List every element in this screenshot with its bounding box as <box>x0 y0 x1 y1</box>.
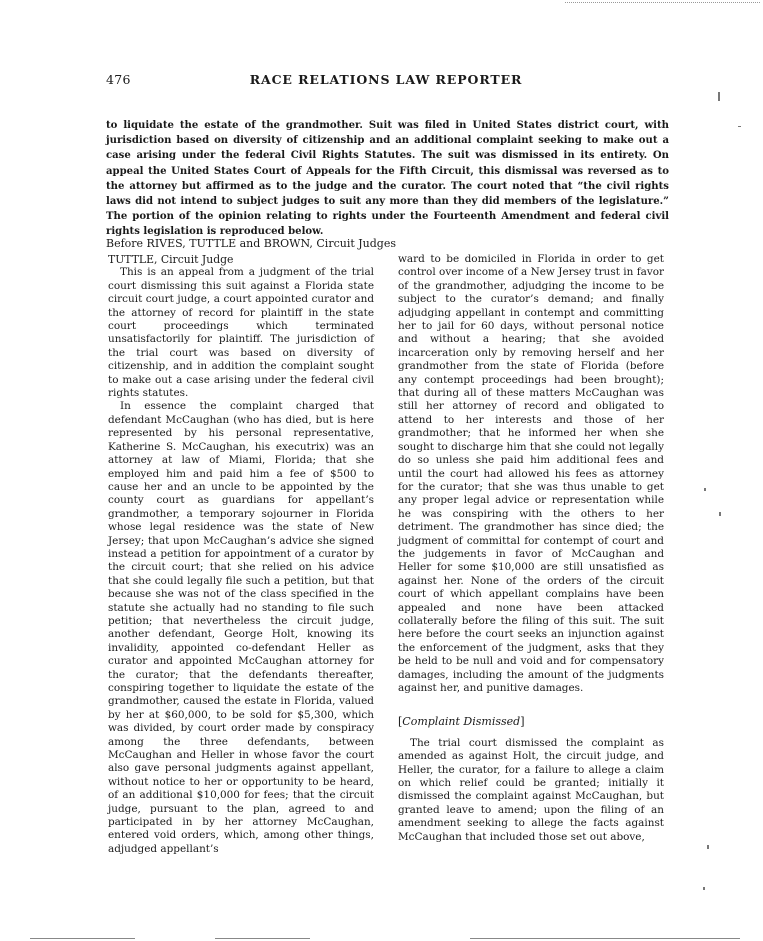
scan-edge-line <box>30 938 135 939</box>
heading-bracket-close: ] <box>520 715 525 729</box>
running-head: RACE RELATIONS LAW REPORTER <box>249 72 523 87</box>
scan-speck <box>718 92 720 101</box>
scan-edge-line <box>565 2 760 3</box>
opinion-paragraph: The trial court dismissed the complaint as amended as against Holt, the circuit judge, and Heller, the curator, for a failure to allege a claim on which relief could be granted; initially it dismissed the complaint against McCaughan, but granted leave to amend; upon the filing of an amendment seeking to allege the facts against McCaughan that included those set out above, <box>398 736 664 843</box>
scan-edge-line <box>470 938 740 939</box>
scan-speck <box>719 512 721 516</box>
opinion-paragraph: In essence the complaint charged that defendant McCaughan (who has died, but is here represented by his personal representative, Katherine S. McCaughan, his executrix) was an attorney at law of Miami, Florida; that she employed him and paid him a fee of $500 to cause her and an uncle to be appointed by the county court as guardians for appellant’s grandmother, a temporary sojourner in Florida whose legal residence was the state of New Jersey; that upon McCaughan’s advice she signed instead a petition for appointment of a curator by the circuit court; that she relied on his advice that she could legally file such a petition, but that because she was not of the class specified in the statute she actually had no standing to file such petition; that nevertheless the circuit judge, another defendant, George Holt, knowing its invalidity, appointed co-defendant Heller as curator and appointed McCaughan attorney for the curator; that the defendants thereafter, conspiring together to liquidate the estate of the grandmother, caused the estate in Florida, valued by her at $60,000, to be sold for $5,300, which was divided, by court order made by conspiracy among the three defendants, between McCaughan and Heller in whose favor the court also gave personal judgments against appellant, without notice to her or opportunity to be heard, of an additional $10,000 for fees; that the circuit judge, pursuant to the plan, agreed to and participated in by her attorney McCaughan, entered void orders, which, among other things, adjudged appellant’s <box>108 400 374 855</box>
case-summary: to liquidate the estate of the grandmother. Suit was filed in United States district court, with jurisdiction based on diversity of citizenship and an additional complaint seeking to make out a case arising under the federal Civil Rights Statutes. The suit was dismissed in its entirety. On appeal the United States Court of Appeals for the Fifth Circuit, this dismissal was reversed as to the attorney but affirmed as to the judge and the curator. The court noted that “the civil rights laws did not intend to subject judges to suit any more than they did members of the legislature.” The portion of the opinion relating to rights under the Fourteenth Amendment and federal civil rights legislation is reproduced below. <box>106 120 669 238</box>
scan-speck <box>704 488 706 491</box>
page-number: 476 <box>106 72 131 87</box>
scan-edge-line <box>215 938 310 939</box>
opinion-paragraph: This is an appeal from a judgment of the trial court dismissing this suit against a Florida state circuit court judge, a court appointed curator and the attorney of record for plaintiff in the state court proceedings which terminated unsatisfactorily for plaintiff. The jurisdiction of the trial court was based on diversity of citizenship, and in addition the complaint sought to make out a case arising under the federal civil rights statutes. <box>108 266 374 400</box>
opinion-author: TUTTLE, Circuit Judge <box>108 253 234 266</box>
section-heading <box>398 715 664 728</box>
scan-speck <box>707 845 709 849</box>
opinion-paragraph: ward to be domiciled in Florida in order to get control over income of a New Jersey trust in favor of the grandmother, adjudging the income to be subject to the curator’s demand; and finally adjudging appellant in contempt and committing her to jail for 60 days, without personal notice and without a hearing; that she avoided incarceration only by removing herself and her grandmother from the state of Florida (before any contempt proceedings had been brought); that during all of these matters McCaughan was still her attorney of record and obligated to attend to her interests and those of her grandmother; that he informed her when she sought to discharge him that she could not legally do so unless she paid him additional fees and until the court had allowed his fees as attorney for the curator; that she was thus unable to get any proper legal advice or representation while he was conspiring with the others to her detriment. The grandmother has since died; the judgment of committal for contempt of court and the judgements in favor of McCaughan and Heller for some $10,000 are still unsatisfied as against her. None of the orders of the circuit court of which appellant complains have been appealed and none have been attacked collaterally before the filing of this suit. The suit here before the court seeks an injunction against the enforcement of the judgment, asks that they be held to be null and void and for compensatory damages, including the amount of the judgments against her, and punitive damages. <box>398 253 664 694</box>
scan-speck <box>738 126 741 127</box>
heading-bracket-open: [ <box>398 715 403 729</box>
heading-text: Complaint Dismissed <box>402 715 521 729</box>
right-column <box>398 253 664 844</box>
page-header <box>106 72 666 90</box>
judges-line: Before RIVES, TUTTLE and BROWN, Circuit Judges <box>106 237 396 250</box>
scan-speck <box>703 887 705 890</box>
left-column <box>108 253 374 856</box>
